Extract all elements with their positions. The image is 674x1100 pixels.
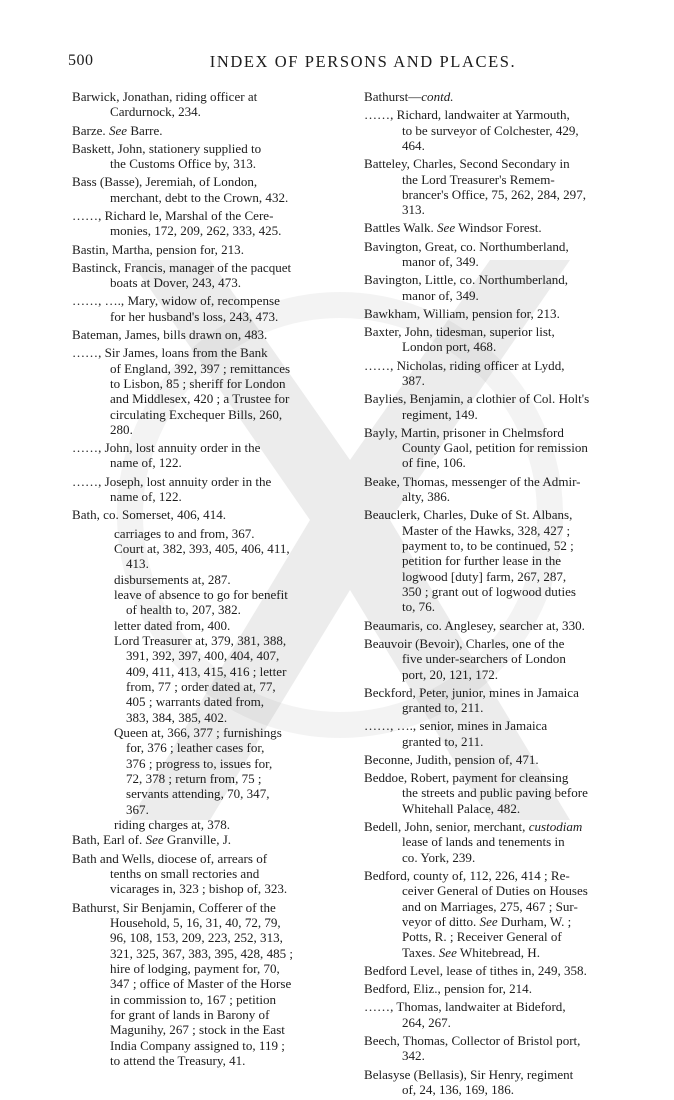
index-line: 376 ; progress to, issues for, — [126, 755, 273, 771]
index-line: 321, 325, 367, 383, 395, 428, 485 ; — [110, 945, 294, 961]
index-line: ……, John, lost annuity order in the — [72, 440, 261, 456]
index-entry — [72, 242, 327, 257]
index-subentry — [72, 526, 327, 541]
running-header — [68, 52, 638, 74]
index-entry — [364, 752, 628, 767]
index-line: Potts, R. ; Receiver General of — [402, 929, 562, 945]
index-entry — [72, 327, 327, 342]
index-entry — [364, 1033, 628, 1064]
index-line: Cardurnock, 234. — [110, 104, 201, 120]
index-entry — [72, 89, 327, 120]
index-entry — [72, 293, 327, 324]
index-entry — [72, 474, 327, 505]
index-line: Master of the Hawks, 328, 427 ; — [402, 522, 571, 538]
index-line: to Lisbon, 85 ; sheriff for London — [110, 375, 286, 391]
index-line: 464. — [402, 137, 425, 153]
index-entry — [364, 868, 628, 960]
index-line: Whitehall Palace, 482. — [402, 800, 521, 816]
index-line: of England, 392, 397 ; remittances — [110, 360, 291, 376]
index-entry — [364, 306, 628, 321]
index-line: logwood [duty] farm, 267, 287, — [402, 568, 567, 584]
page-number: 500 — [68, 52, 94, 69]
index-line: leave of absence to go for benefit — [114, 586, 288, 602]
index-entry — [364, 474, 628, 505]
index-line: of fine, 106. — [402, 455, 466, 471]
index-subentry — [72, 618, 327, 633]
index-line: hire of lodging, payment for, 70, — [110, 960, 280, 976]
index-line: Beddoe, Robert, payment for cleansing — [364, 770, 569, 786]
index-entry — [364, 999, 628, 1030]
index-line: Bathurst—contd. — [364, 89, 454, 104]
index-subentry — [72, 725, 327, 817]
index-line: London port, 468. — [402, 339, 497, 355]
index-line: brancer's Office, 75, 262, 284, 297, — [402, 186, 586, 202]
index-line: boats at Dover, 243, 473. — [110, 275, 242, 291]
index-line: ……, Sir James, loans from the Bank — [72, 345, 268, 361]
index-line: Bayly, Martin, prisoner in Chelmsford — [364, 424, 564, 440]
index-line: 405 ; warrants dated from, — [126, 694, 265, 710]
index-line: Bedford Level, lease of tithes in, 249, 358. — [364, 962, 587, 978]
index-line: 313. — [402, 202, 425, 218]
index-line: Beaumaris, co. Anglesey, searcher at, 330. — [364, 617, 585, 633]
index-line: granted to, 211. — [402, 733, 484, 749]
index-entry — [72, 345, 327, 437]
page-title: INDEX OF PERSONS AND PLACES. — [209, 52, 517, 71]
index-line: and Middlesex, 420 ; a Trustee for — [110, 391, 290, 407]
index-line: and on Marriages, 275, 467 ; Sur- — [402, 898, 578, 914]
index-entry — [364, 819, 628, 865]
index-line: Baskett, John, stationery supplied to — [72, 140, 262, 156]
index-entry — [364, 425, 628, 471]
index-line: Beconne, Judith, pension of, 471. — [364, 751, 539, 767]
index-line: Belasyse (Bellasis), Sir Henry, regiment — [364, 1066, 574, 1082]
index-line: Household, 5, 16, 31, 40, 72, 79, — [110, 914, 281, 930]
index-line: payment to, to be continued, 52 ; — [402, 537, 574, 553]
index-line: the streets and public paving before — [402, 785, 588, 801]
index-line: India Company assigned to, 119 ; — [110, 1037, 285, 1053]
index-entry — [72, 440, 327, 471]
index-subentry — [72, 541, 327, 572]
index-line: to, 76. — [402, 599, 435, 615]
index-line: Baylies, Benjamin, a clothier of Col. Holt's — [364, 391, 590, 407]
index-line: carriages to and from, 367. — [114, 525, 255, 541]
index-line: ceiver General of Duties on Houses — [402, 883, 588, 899]
index-line: ……, Joseph, lost annuity order in the — [72, 473, 272, 489]
index-entry — [364, 89, 628, 104]
index-line: Beckford, Peter, junior, mines in Jamaica — [364, 684, 579, 700]
index-line: co. York, 239. — [402, 849, 476, 865]
index-line: ……, Richard le, Marshal of the Cere- — [72, 207, 274, 223]
index-line: vicarages in, 323 ; bishop of, 323. — [110, 881, 288, 897]
index-line: manor of, 349. — [402, 254, 479, 269]
index-line: Barwick, Jonathan, riding officer at — [72, 89, 258, 104]
index-line: 413. — [126, 556, 149, 572]
index-line: alty, 386. — [402, 489, 451, 505]
index-line: ……, Richard, landwaiter at Yarmouth, — [364, 107, 570, 123]
index-line: 387. — [402, 372, 425, 388]
index-line: 280. — [110, 421, 133, 437]
index-line: Lord Treasurer at, 379, 381, 388, — [114, 632, 287, 648]
index-entry — [72, 507, 327, 522]
index-line: 383, 384, 385, 402. — [126, 709, 228, 725]
index-line: five under-searchers of London — [402, 651, 566, 667]
index-line: Battles Walk. See Windsor Forest. — [364, 220, 542, 236]
index-entry — [364, 981, 628, 996]
index-line: Beake, Thomas, messenger of the Admir- — [364, 473, 581, 489]
index-line: manor of, 349. — [402, 287, 479, 303]
index-entry — [72, 900, 327, 1069]
index-entry — [364, 636, 628, 682]
index-line: for her husband's loss, 243, 473. — [110, 308, 279, 324]
index-line: Bavington, Little, co. Northumberland, — [364, 272, 568, 288]
index-line: ……, Nicholas, riding officer at Lydd, — [364, 357, 565, 373]
index-entry — [364, 391, 628, 422]
index-line: Bastinck, Francis, manager of the pacquet — [72, 259, 292, 275]
index-line: for, 376 ; leather cases for, — [126, 740, 265, 756]
index-line: 342. — [402, 1048, 425, 1064]
index-line: Beauclerk, Charles, Duke of St. Albans, — [364, 507, 573, 523]
index-line: Bathurst, Sir Benjamin, Cofferer of the — [72, 899, 276, 915]
index-line: the Customs Office by, 313. — [110, 156, 257, 172]
index-line: ……, …., Mary, widow of, recompense — [72, 293, 280, 309]
index-line: in commission to, 167 ; petition — [110, 991, 276, 1007]
index-line: petition for further lease in the — [402, 553, 562, 569]
index-line: Bedford, county of, 112, 226, 414 ; Re- — [364, 867, 570, 883]
index-line: Batteley, Charles, Second Secondary in — [364, 156, 570, 172]
index-line: 347 ; office of Master of the Horse — [110, 976, 292, 992]
index-line: Bath and Wells, diocese of, arrears of — [72, 850, 268, 866]
index-line: name of, 122. — [110, 489, 182, 505]
index-line: County Gaol, petition for remission — [402, 440, 588, 456]
index-line: monies, 172, 209, 262, 333, 425. — [110, 223, 282, 239]
index-line: 72, 378 ; return from, 75 ; — [126, 771, 262, 787]
index-line: granted to, 211. — [402, 700, 484, 716]
index-line: circulating Exchequer Bills, 260, — [110, 406, 283, 422]
index-column-left — [72, 89, 327, 1071]
index-entry — [364, 770, 628, 816]
index-entry — [364, 324, 628, 355]
index-line: veyor of ditto. See Durham, W. ; — [402, 914, 572, 929]
index-line: Bateman, James, bills drawn on, 483. — [72, 326, 268, 342]
index-entry — [364, 220, 628, 235]
index-entry — [72, 260, 327, 291]
index-entry — [72, 208, 327, 239]
index-line: of, 24, 136, 169, 186. — [402, 1081, 514, 1097]
index-line: the Lord Treasurer's Remem- — [402, 171, 555, 187]
index-entry — [72, 174, 327, 205]
index-line: regiment, 149. — [402, 406, 478, 422]
index-line: to attend the Treasury, 41. — [110, 1052, 246, 1068]
index-entry — [364, 1067, 628, 1098]
index-line: 96, 108, 153, 209, 223, 252, 313, — [110, 930, 283, 946]
index-line: letter dated from, 400. — [114, 617, 231, 633]
index-entry — [364, 718, 628, 749]
index-entry — [72, 851, 327, 897]
index-line: Bedford, Eliz., pension for, 214. — [364, 981, 532, 997]
index-entry — [364, 963, 628, 978]
index-line: riding charges at, 378. — [114, 817, 231, 833]
index-entry — [364, 156, 628, 217]
index-line: for grant of lands in Barony of — [110, 1006, 270, 1022]
index-line: ……, Thomas, landwaiter at Bideford, — [364, 999, 566, 1015]
index-line: 367. — [126, 801, 149, 817]
index-entry — [364, 358, 628, 389]
index-line: Queen at, 366, 377 ; furnishings — [114, 724, 282, 740]
index-entry — [72, 141, 327, 172]
index-line: of health to, 207, 382. — [126, 602, 241, 618]
index-line: Bedell, John, senior, merchant, custodiam — [364, 819, 583, 835]
index-line: merchant, debt to the Crown, 432. — [110, 189, 289, 205]
index-line: name of, 122. — [110, 455, 182, 471]
index-line: 264, 267. — [402, 1014, 451, 1030]
index-line: Baxter, John, tidesman, superior list, — [364, 324, 555, 340]
index-entry — [364, 272, 628, 303]
index-line: from, 77 ; order dated at, 77, — [126, 678, 276, 694]
index-line: Barze. See Barre. — [72, 122, 163, 138]
index-line: to be surveyor of Colchester, 429, — [402, 122, 579, 138]
index-line: 350 ; grant out of logwood duties — [402, 584, 576, 599]
index-line: tenths on small rectories and — [110, 865, 260, 881]
index-line: ……, …., senior, mines in Jamaica — [364, 718, 548, 734]
index-line: 409, 411, 413, 415, 416 ; letter — [126, 663, 287, 679]
index-line: Beech, Thomas, Collector of Bristol port, — [364, 1032, 581, 1048]
index-subentry — [72, 572, 327, 587]
index-line: lease of lands and tenements in — [402, 834, 565, 850]
index-line: Bass (Basse), Jeremiah, of London, — [72, 174, 258, 190]
index-subentry — [72, 587, 327, 618]
index-line: Bath, co. Somerset, 406, 414. — [72, 507, 227, 523]
index-line: Magunihy, 267 ; stock in the East — [110, 1022, 285, 1038]
index-line: Bawkham, William, pension for, 213. — [364, 305, 560, 321]
index-entry — [364, 107, 628, 153]
index-entry — [72, 832, 327, 847]
index-line: Court at, 382, 393, 405, 406, 411, — [114, 540, 290, 556]
index-line: Taxes. See Whitebread, H. — [402, 944, 540, 960]
index-entry — [72, 123, 327, 138]
index-entry — [364, 507, 628, 614]
index-subentry — [72, 817, 327, 832]
index-line: port, 20, 121, 172. — [402, 666, 499, 682]
index-entry — [364, 239, 628, 270]
index-line: Bastin, Martha, pension for, 213. — [72, 241, 244, 257]
index-entry — [364, 618, 628, 633]
index-subentry — [72, 633, 327, 725]
index-column-right — [364, 89, 628, 1100]
index-line: servants attending, 70, 347, — [126, 786, 270, 802]
index-line: Bavington, Great, co. Northumberland, — [364, 238, 569, 254]
index-line: disbursements at, 287. — [114, 571, 231, 587]
index-line: Bath, Earl of. See Granville, J. — [72, 832, 232, 848]
index-line: 391, 392, 397, 400, 404, 407, — [126, 648, 280, 664]
index-line: Beauvoir (Bevoir), Charles, one of the — [364, 635, 565, 651]
index-entry — [364, 685, 628, 716]
